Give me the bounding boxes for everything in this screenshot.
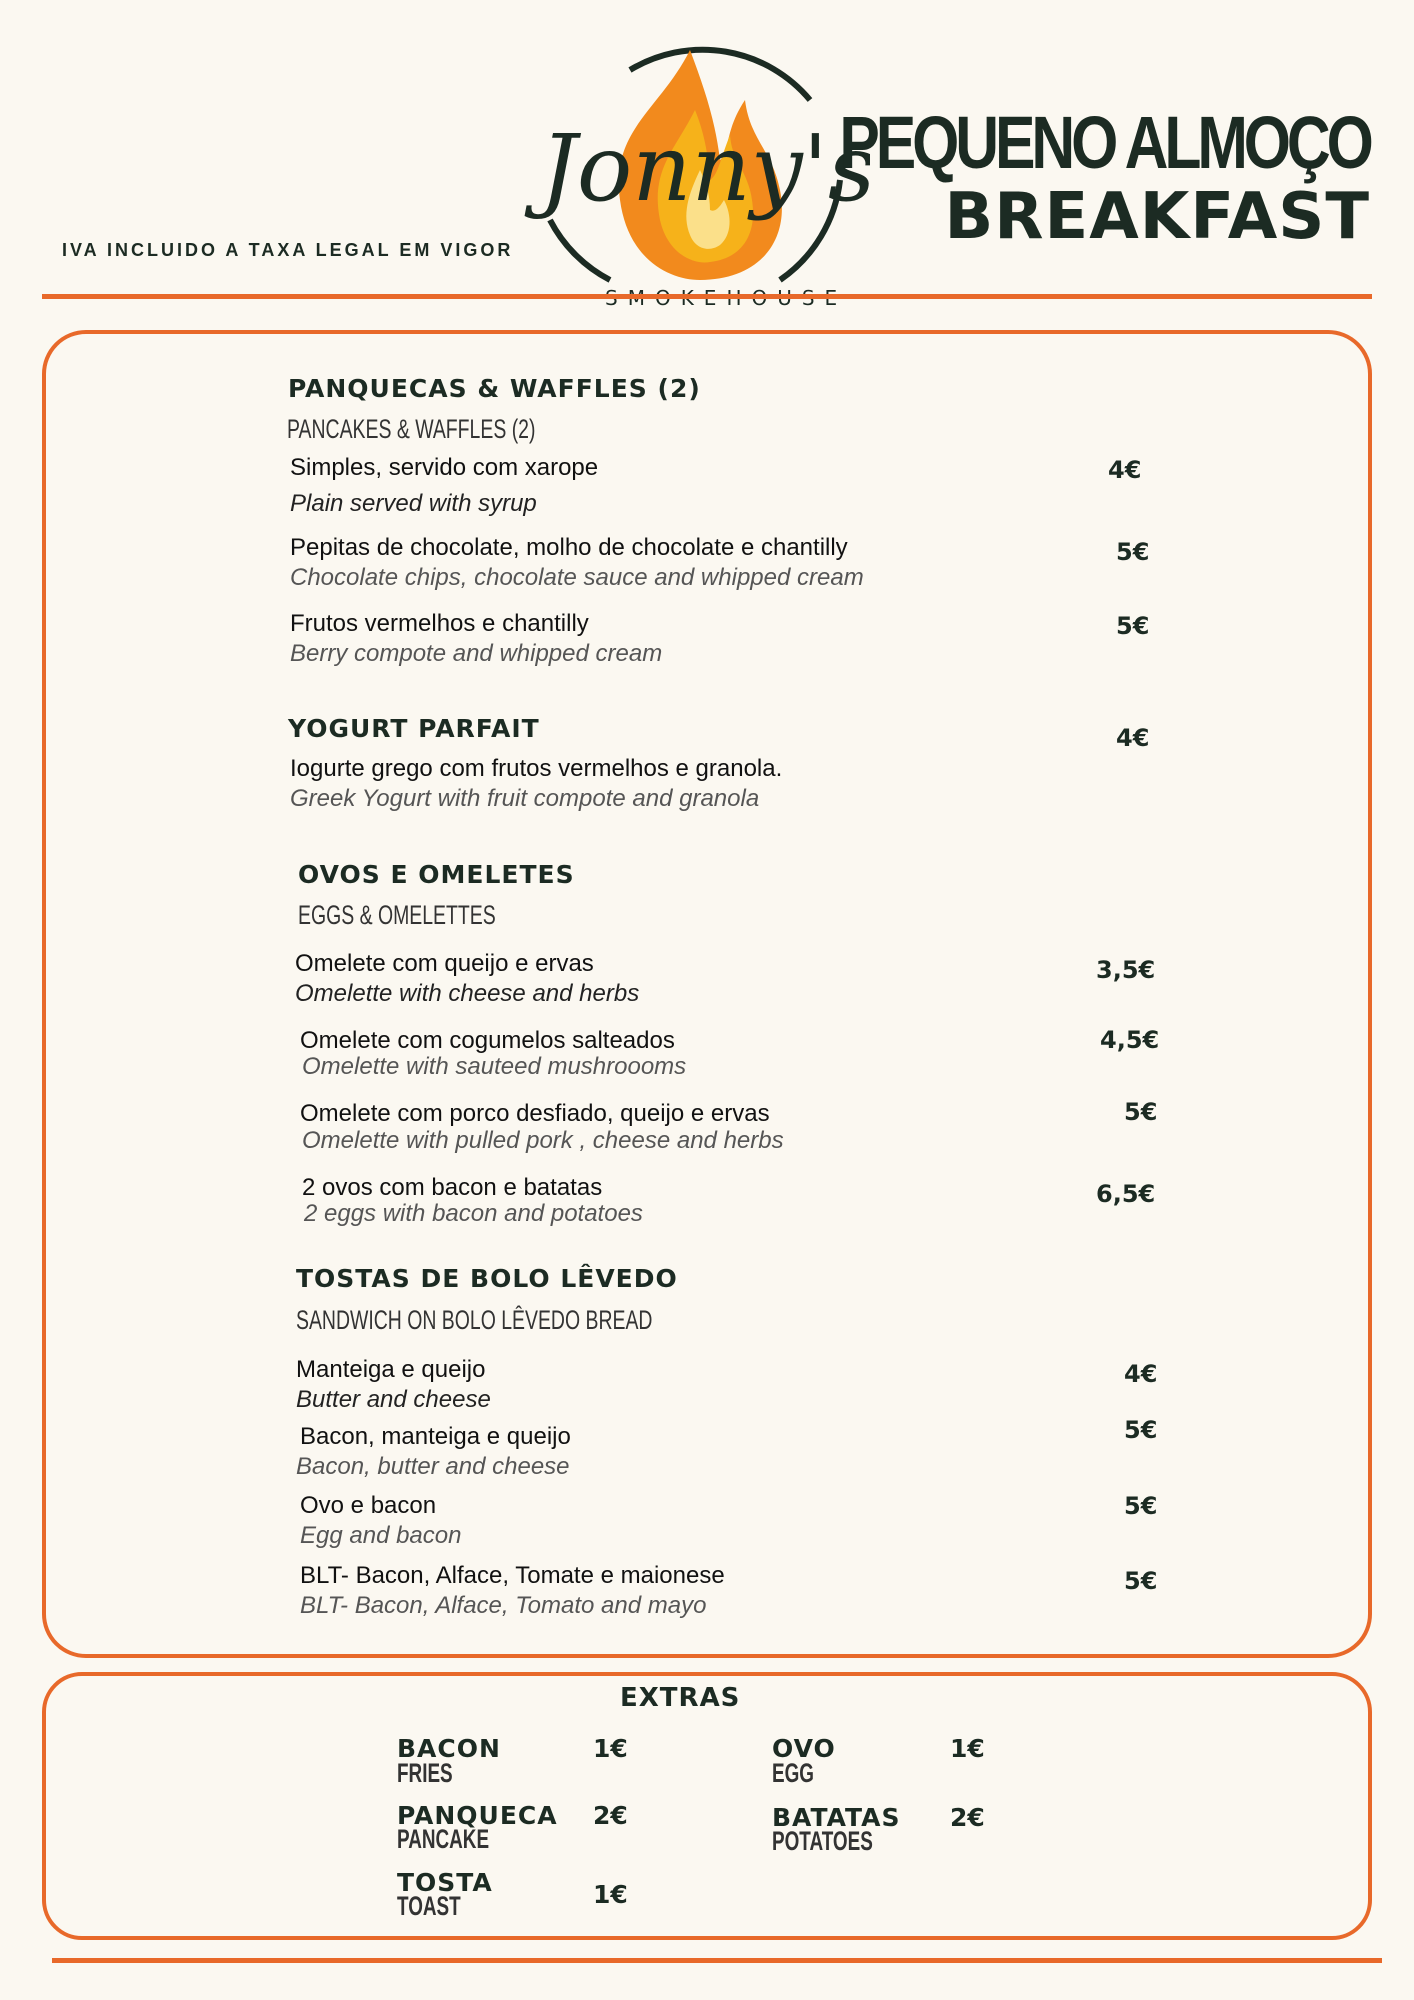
item-en: Omelette with pulled pork , cheese and herbs (302, 1127, 784, 1154)
section-subtitle-eggs: EGGS & OMELETTES (298, 900, 496, 930)
item-pt: Pepitas de chocolate, molho de chocolate e chantilly (290, 534, 848, 561)
item-pt: Omelete com cogumelos salteados (300, 1027, 675, 1054)
item-pt: Omelete com queijo e ervas (295, 950, 594, 977)
item-price: 5€ (1124, 1492, 1158, 1520)
extra-name: OVO (772, 1734, 836, 1763)
item-en: Omelette with sauteed mushroooms (302, 1053, 687, 1080)
tax-note: IVA INCLUIDO A TAXA LEGAL EM VIGOR (62, 240, 514, 260)
item-price: 4€ (1124, 1360, 1158, 1388)
item-price: 4,5€ (1100, 1026, 1160, 1054)
extra-sub: PANCAKE (397, 1824, 490, 1854)
section-subtitle-pancakes: PANCAKES & WAFFLES (2) (287, 414, 536, 444)
extra-name: TOSTA (397, 1868, 493, 1897)
section-title-eggs: OVOS E OMELETES (298, 860, 575, 889)
item-price: 4€ (1116, 724, 1150, 752)
item-en: BLT- Bacon, Alface, Tomato and mayo (300, 1592, 707, 1619)
menu-box (42, 330, 1372, 1658)
extra-name: BATATAS (772, 1803, 901, 1832)
item-en: Greek Yogurt with fruit compote and granola (290, 785, 760, 812)
extra-sub: EGG (772, 1758, 815, 1788)
item-pt: Omelete com porco desfiado, queijo e ervas (300, 1100, 770, 1127)
item-en: Bacon, butter and cheese (296, 1453, 570, 1480)
item-en: Berry compote and whipped cream (290, 640, 663, 667)
section-title-pancakes: PANQUECAS & WAFFLES (2) (288, 374, 701, 403)
item-price: 3,5€ (1096, 956, 1156, 984)
item-price: 6,5€ (1096, 1180, 1156, 1208)
header-divider (42, 294, 1372, 299)
item-pt: 2 ovos com bacon e batatas (302, 1174, 603, 1201)
item-en: 2 eggs with bacon and potatoes (304, 1200, 643, 1227)
extra-name: PANQUECA (397, 1801, 558, 1830)
extra-price: 1€ (593, 1880, 628, 1909)
item-pt: Simples, servido com xarope (290, 454, 599, 481)
item-pt: Ovo e bacon (300, 1492, 437, 1519)
item-pt: Bacon, manteiga e queijo (300, 1423, 571, 1450)
extra-price: 2€ (593, 1801, 628, 1830)
section-title-yogurt: YOGURT PARFAIT (288, 714, 540, 743)
page-title-pt: PEQUENO ALMOÇO (839, 101, 1370, 184)
item-price: 4€ (1108, 456, 1142, 484)
item-pt: Frutos vermelhos e chantilly (290, 610, 589, 637)
item-price: 5€ (1116, 538, 1150, 566)
item-price: 5€ (1124, 1567, 1158, 1595)
extra-price: 2€ (950, 1803, 985, 1832)
item-en: Egg and bacon (300, 1522, 462, 1549)
item-pt: Iogurte grego com frutos vermelhos e granola. (290, 755, 783, 782)
extra-name: BACON (397, 1734, 501, 1763)
item-en: Chocolate chips, chocolate sauce and whipped cream (290, 564, 864, 591)
item-en: Butter and cheese (296, 1386, 491, 1413)
extras-title: EXTRAS (620, 1683, 741, 1713)
item-price: 5€ (1124, 1098, 1158, 1126)
extra-sub: POTATOES (772, 1826, 873, 1856)
extra-price: 1€ (593, 1734, 628, 1763)
section-subtitle-tostas: SANDWICH ON BOLO LÊVEDO BREAD (296, 1305, 653, 1335)
item-pt: Manteiga e queijo (296, 1356, 486, 1383)
item-pt: BLT- Bacon, Alface, Tomate e maionese (300, 1562, 725, 1589)
jonnys-smokehouse-logo (510, 40, 870, 320)
page-title-en: BREAKFAST (944, 180, 1370, 254)
item-price: 5€ (1124, 1416, 1158, 1444)
footer-divider (52, 1958, 1382, 1963)
extra-price: 1€ (950, 1734, 985, 1763)
item-en: Omelette with cheese and herbs (295, 980, 640, 1007)
item-price: 5€ (1116, 612, 1150, 640)
section-title-tostas: TOSTAS DE BOLO LÊVEDO (296, 1264, 678, 1293)
extra-sub: FRIES (397, 1758, 453, 1788)
item-en: Plain served with syrup (290, 490, 537, 517)
extra-sub: TOAST (397, 1891, 461, 1921)
svg-text:Jonny's: Jonny's (540, 115, 870, 222)
